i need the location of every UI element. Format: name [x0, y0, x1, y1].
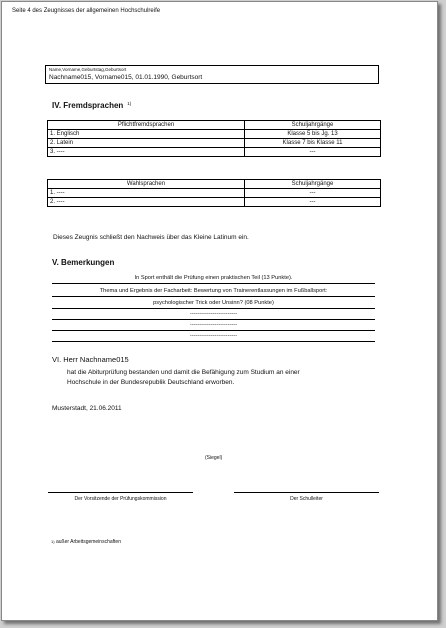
table-row [48, 130, 381, 139]
remark-rule [52, 341, 375, 342]
table-cell: Klasse 7 bis Klasse 11 [245, 139, 381, 148]
result-text-line-1: hat die Abiturprüfung bestanden und damit die Befähigung zum Studium an einer [67, 369, 300, 376]
seal-label: (Siegel) [205, 455, 223, 461]
table-header-row [48, 180, 381, 189]
elective-languages-table [47, 179, 381, 207]
remark-rule [52, 283, 375, 284]
table-cell: --- [245, 189, 381, 198]
place-date: Musterstadt, 21.06.2011 [52, 405, 122, 412]
table-cell: 3. ---- [48, 148, 245, 157]
signature-label-left: Der Vorsitzende der Prüfungskommission [74, 496, 167, 502]
remark-line: Thema und Ergebnis der Facharbeit: Bewertung von Trainerentlassungen im Fußballsport: [99, 288, 328, 294]
section-title-languages [52, 101, 131, 110]
latinum-note: Dieses Zeugnis schließt den Nachweis über das Kleine Latinum ein. [53, 234, 249, 241]
footnote-text: außer Arbeitsgemeinschaften [55, 539, 121, 545]
remark-rule [52, 308, 375, 309]
remark-line: In Sport enthält die Prüfung einen praktischen Teil (13 Punkte). [134, 275, 293, 281]
section-title-languages-text: IV. Fremdsprachen [52, 101, 124, 110]
footnote-mark-bottom: 1) [51, 539, 55, 544]
signature-line-right [234, 492, 379, 493]
footnote [51, 539, 121, 545]
table-header-cell: Schuljahrgänge [245, 121, 381, 130]
table-header-row [48, 121, 381, 130]
identity-box [45, 65, 379, 84]
table-cell: 1. Englisch [48, 130, 245, 139]
footnote-mark: 1) [127, 101, 132, 106]
remark-rule [52, 319, 375, 320]
table-cell: Klasse 5 bis Jg. 13 [245, 130, 381, 139]
table-header-cell: Wahlsprachen [48, 180, 245, 189]
mandatory-languages-table [47, 120, 381, 157]
table-header-cell: Schuljahrgänge [245, 180, 381, 189]
table-cell: 2. ---- [48, 198, 245, 207]
signature-line-left [48, 492, 193, 493]
table-row [48, 198, 381, 207]
remark-rule [52, 330, 375, 331]
remark-line: ------------------------- [189, 322, 238, 328]
table-row [48, 189, 381, 198]
page-header: Seite 4 des Zeugnisses der allgemeinen Hochschulreife [12, 8, 161, 14]
table-cell: --- [245, 198, 381, 207]
table-row [48, 148, 381, 157]
section-title-remarks: V. Bemerkungen [52, 258, 115, 267]
signature-label-right: Der Schulleiter [290, 496, 323, 502]
table-row [48, 139, 381, 148]
table-cell: 1. ---- [48, 189, 245, 198]
document-page [1, 1, 438, 621]
identity-value: Nachname015, Vorname015, 01.01.1990, Geburtsort [49, 74, 203, 81]
section-title-result: VI. Herr Nachname015 [52, 355, 129, 364]
table-cell: 2. Latein [48, 139, 245, 148]
remark-line: ------------------------- [189, 311, 238, 317]
table-cell: --- [245, 148, 381, 157]
remark-line: psychologischer Trick oder Unsinn? (08 Punkte) [153, 300, 274, 306]
identity-caption: Name,Vorname,Geburtstag,Geburtsort [49, 67, 127, 72]
result-text-line-2: Hochschule in der Bundesrepublik Deutschland erworben. [67, 379, 235, 386]
remark-line: ------------------------- [189, 333, 238, 339]
table-header-cell: Pflichtfremdsprachen [48, 121, 245, 130]
remark-rule [52, 296, 375, 297]
